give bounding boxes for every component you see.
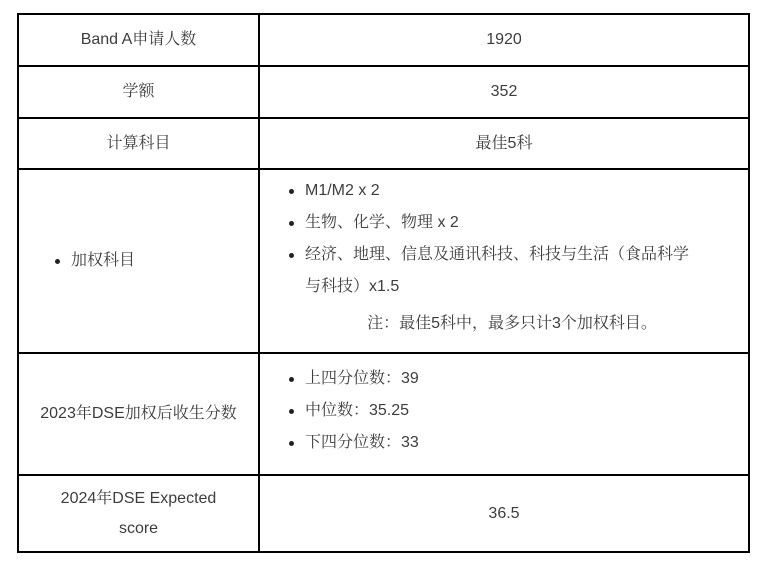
list-item — [286, 207, 738, 239]
bullet-icon — [289, 409, 294, 414]
list-item — [286, 395, 738, 427]
score-entry: 中位数：35.25 — [305, 402, 410, 419]
weighted-subjects-list — [286, 175, 738, 303]
list-item — [286, 239, 697, 303]
counted-subjects-label: 计算科目 — [18, 118, 259, 169]
dse-2024-expected-label: 2024年DSE Expected score — [18, 475, 259, 552]
bullet-icon — [289, 377, 294, 382]
bullet-icon — [289, 221, 294, 226]
bullet-icon — [289, 189, 294, 194]
bullet-icon — [289, 441, 294, 446]
table-row — [18, 475, 749, 552]
table-row — [18, 66, 749, 118]
weighted-subjects-note: 注：最佳5科中，最多只计3个加权科目。 — [367, 315, 657, 332]
table-row — [18, 169, 749, 353]
weighted-subjects-cell — [259, 169, 749, 353]
dse-2023-scores-list — [286, 363, 738, 459]
score-entry: 下四分位数：33 — [305, 434, 419, 451]
dse-2023-scores-cell — [259, 353, 749, 475]
band-a-applicants-label: Band A申请人数 — [18, 14, 259, 66]
counted-subjects-value: 最佳5科 — [259, 118, 749, 169]
table-row — [18, 353, 749, 475]
table-row — [18, 118, 749, 169]
weighted-subjects-label: 加权科目 — [71, 252, 136, 269]
weighted-subjects-label-cell — [18, 169, 259, 353]
list-item — [286, 363, 738, 395]
score-entry: 上四分位数：39 — [305, 370, 419, 387]
dse-2023-scores-label: 2023年DSE加权后收生分数 — [18, 353, 259, 475]
bullet-icon — [55, 259, 60, 264]
list-item — [286, 427, 738, 459]
list-item — [52, 245, 257, 277]
dse-2024-expected-value: 36.5 — [259, 475, 749, 552]
quota-value: 352 — [259, 66, 749, 118]
admission-info-table — [17, 13, 750, 553]
band-a-applicants-value: 1920 — [259, 14, 749, 66]
quota-label: 学额 — [18, 66, 259, 118]
weighted-subjects-label-list — [52, 245, 257, 277]
table-row — [18, 14, 749, 66]
list-item — [286, 175, 738, 207]
bullet-icon — [289, 253, 294, 258]
weighted-subject-entry: 经济、地理、信息及通讯科技、科技与生活（食品科学与科技）x1.5 — [305, 246, 690, 295]
weighted-subject-entry: 生物、化学、物理 x 2 — [305, 214, 459, 231]
weighted-subject-entry: M1/M2 x 2 — [305, 182, 380, 199]
